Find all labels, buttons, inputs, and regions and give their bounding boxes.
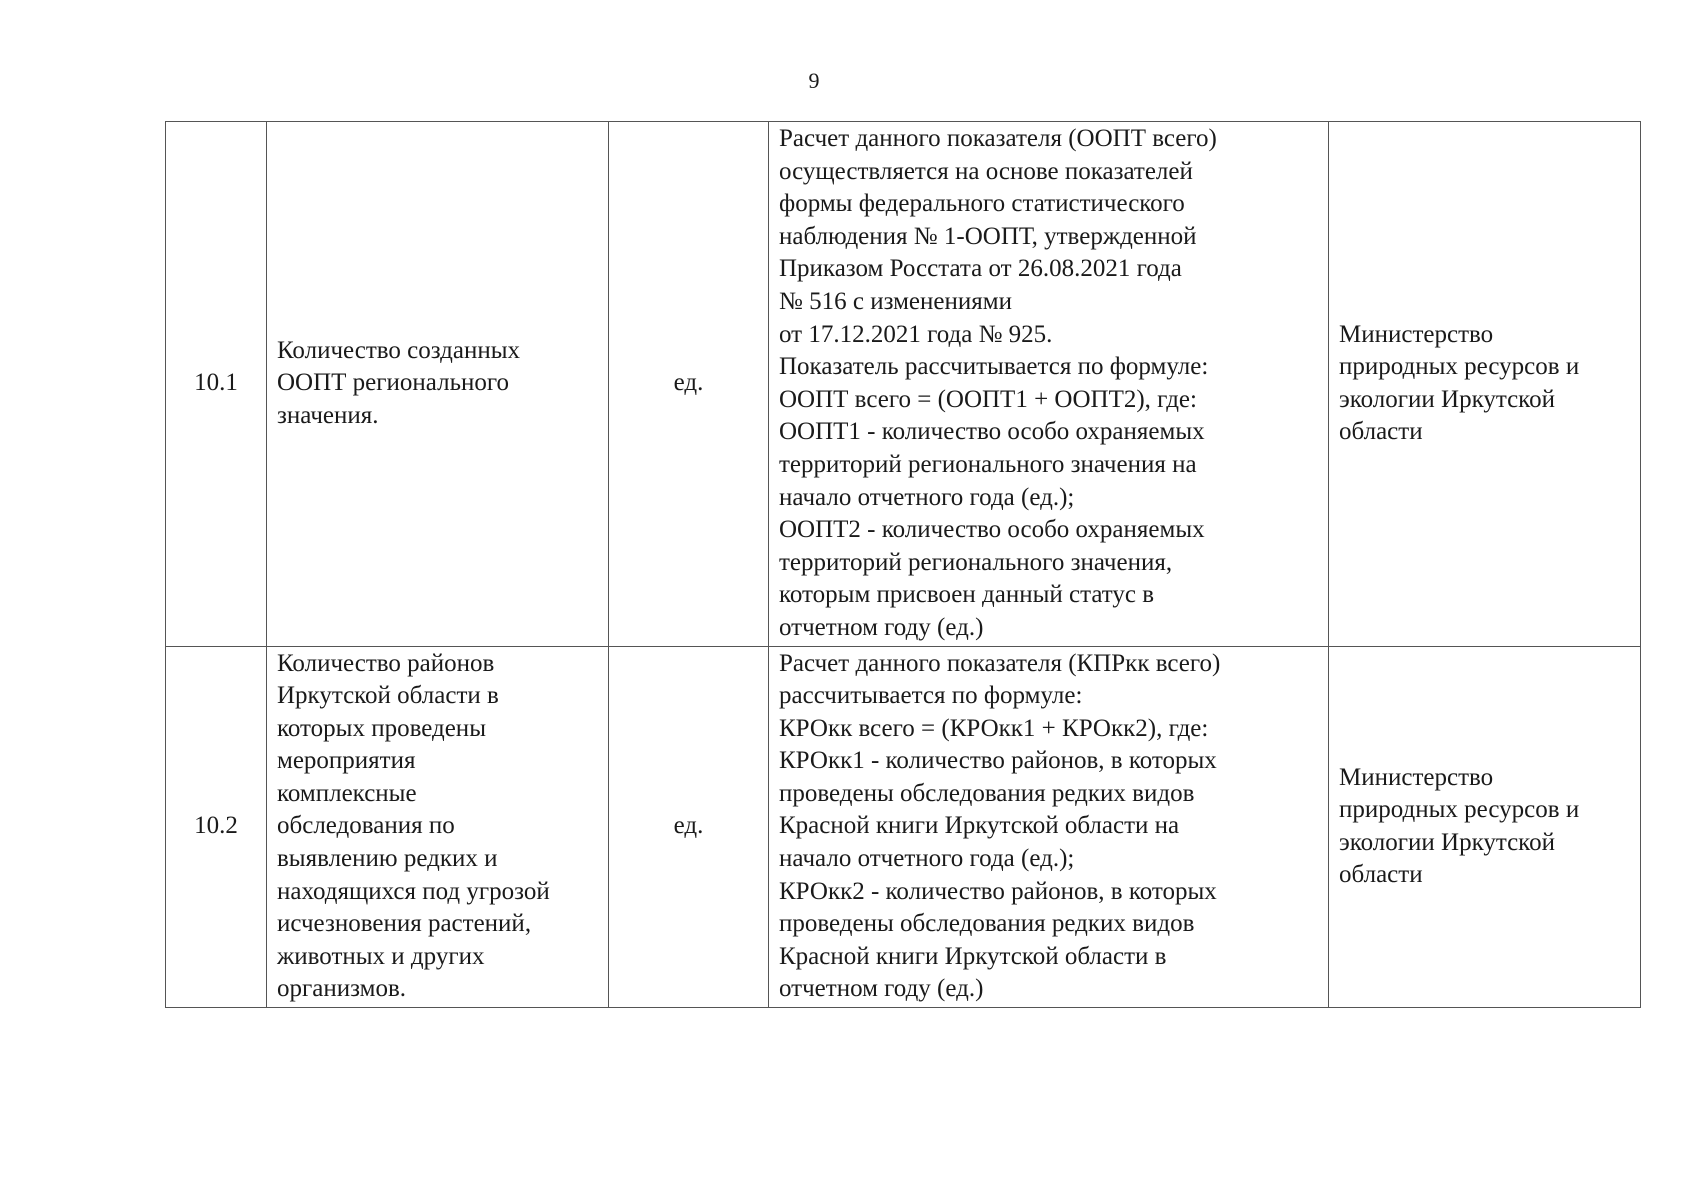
- indicator-unit: ед.: [609, 646, 769, 1008]
- text-line: формы федерального статистического: [779, 190, 1185, 218]
- text-line: которым присвоен данный статус в: [779, 581, 1155, 609]
- table-row: [166, 646, 1641, 1008]
- text-line: Показатель рассчитывается по формуле:: [779, 353, 1209, 381]
- text-line: мероприятия: [277, 747, 416, 775]
- text-line: природных ресурсов и: [1339, 353, 1580, 381]
- text-line: находящихся под угрозой: [277, 877, 550, 905]
- text-line: экологии Иркутской: [1339, 828, 1555, 856]
- text-line: Иркутской области в: [277, 682, 499, 710]
- indicator-unit: ед.: [609, 122, 769, 647]
- responsible-body: [1329, 646, 1641, 1008]
- text-line: которых проведены: [277, 714, 486, 742]
- text-line: Количество районов: [277, 649, 495, 677]
- text-line: территорий регионального значения на: [779, 450, 1197, 478]
- text-line: Красной книги Иркутской области на: [779, 812, 1180, 840]
- text-line: проведены обследования редких видов: [779, 779, 1195, 807]
- responsible-body: [1329, 122, 1641, 647]
- text-line: Расчет данного показателя (ООПТ всего): [779, 125, 1217, 152]
- calculation-method: [769, 122, 1329, 647]
- indicator-name: [267, 122, 609, 647]
- text-line: животных и других: [277, 942, 485, 970]
- text-line: ООПТ1 - количество особо охраняемых: [779, 418, 1205, 446]
- text-line: осуществляется на основе показателей: [779, 157, 1193, 185]
- text-line: проведены обследования редких видов: [779, 910, 1195, 938]
- text-line: Красной книги Иркутской области в: [779, 942, 1167, 970]
- text-line: начало отчетного года (ед.);: [779, 483, 1075, 511]
- text-line: Министерство: [1339, 763, 1494, 791]
- text-line: КРОкк1 - количество районов, в которых: [779, 747, 1217, 775]
- text-line: значения.: [277, 402, 379, 430]
- text-line: ООПТ всего = (ООПТ1 + ООПТ2), где:: [779, 385, 1197, 413]
- text-line: КРОкк всего = (КРОкк1 + КРОкк2), где:: [779, 714, 1209, 742]
- text-line: области: [1339, 418, 1423, 446]
- calculation-method: [769, 646, 1329, 1008]
- text-line: ООПТ2 - количество особо охраняемых: [779, 516, 1205, 544]
- text-line: от 17.12.2021 года № 925.: [779, 320, 1053, 348]
- text-line: организмов.: [277, 975, 407, 1003]
- table-row: [166, 122, 1641, 647]
- text-line: комплексные: [277, 779, 417, 807]
- page-number: 9: [808, 68, 820, 93]
- text-line: Министерство: [1339, 320, 1494, 348]
- indicator-name: [267, 646, 609, 1008]
- text-line: обследования по: [277, 812, 455, 840]
- indicators-table: [165, 121, 1641, 1008]
- text-line: отчетном году (ед.): [779, 975, 984, 1003]
- text-line: Количество созданных: [277, 336, 521, 364]
- text-line: территорий регионального значения,: [779, 548, 1173, 576]
- text-line: выявлению редких и: [277, 845, 498, 873]
- text-line: рассчитывается по формуле:: [779, 682, 1083, 710]
- text-line: наблюдения № 1-ООПТ, утвержденной: [779, 222, 1197, 250]
- text-line: природных ресурсов и: [1339, 796, 1580, 824]
- text-line: ООПТ регионального: [277, 369, 509, 397]
- text-line: № 516 с изменениями: [779, 287, 1012, 315]
- text-line: экологии Иркутской: [1339, 385, 1555, 413]
- text-line: КРОкк2 - количество районов, в которых: [779, 877, 1217, 905]
- text-line: Приказом Росстата от 26.08.2021 года: [779, 255, 1182, 283]
- text-line: Расчет данного показателя (КПРкк всего): [779, 649, 1221, 677]
- text-line: отчетном году (ед.): [779, 613, 984, 641]
- indicator-number: 10.2: [166, 646, 267, 1008]
- text-line: исчезновения растений,: [277, 910, 532, 938]
- indicator-number: 10.1: [166, 122, 267, 647]
- text-line: начало отчетного года (ед.);: [779, 845, 1075, 873]
- text-line: области: [1339, 861, 1423, 889]
